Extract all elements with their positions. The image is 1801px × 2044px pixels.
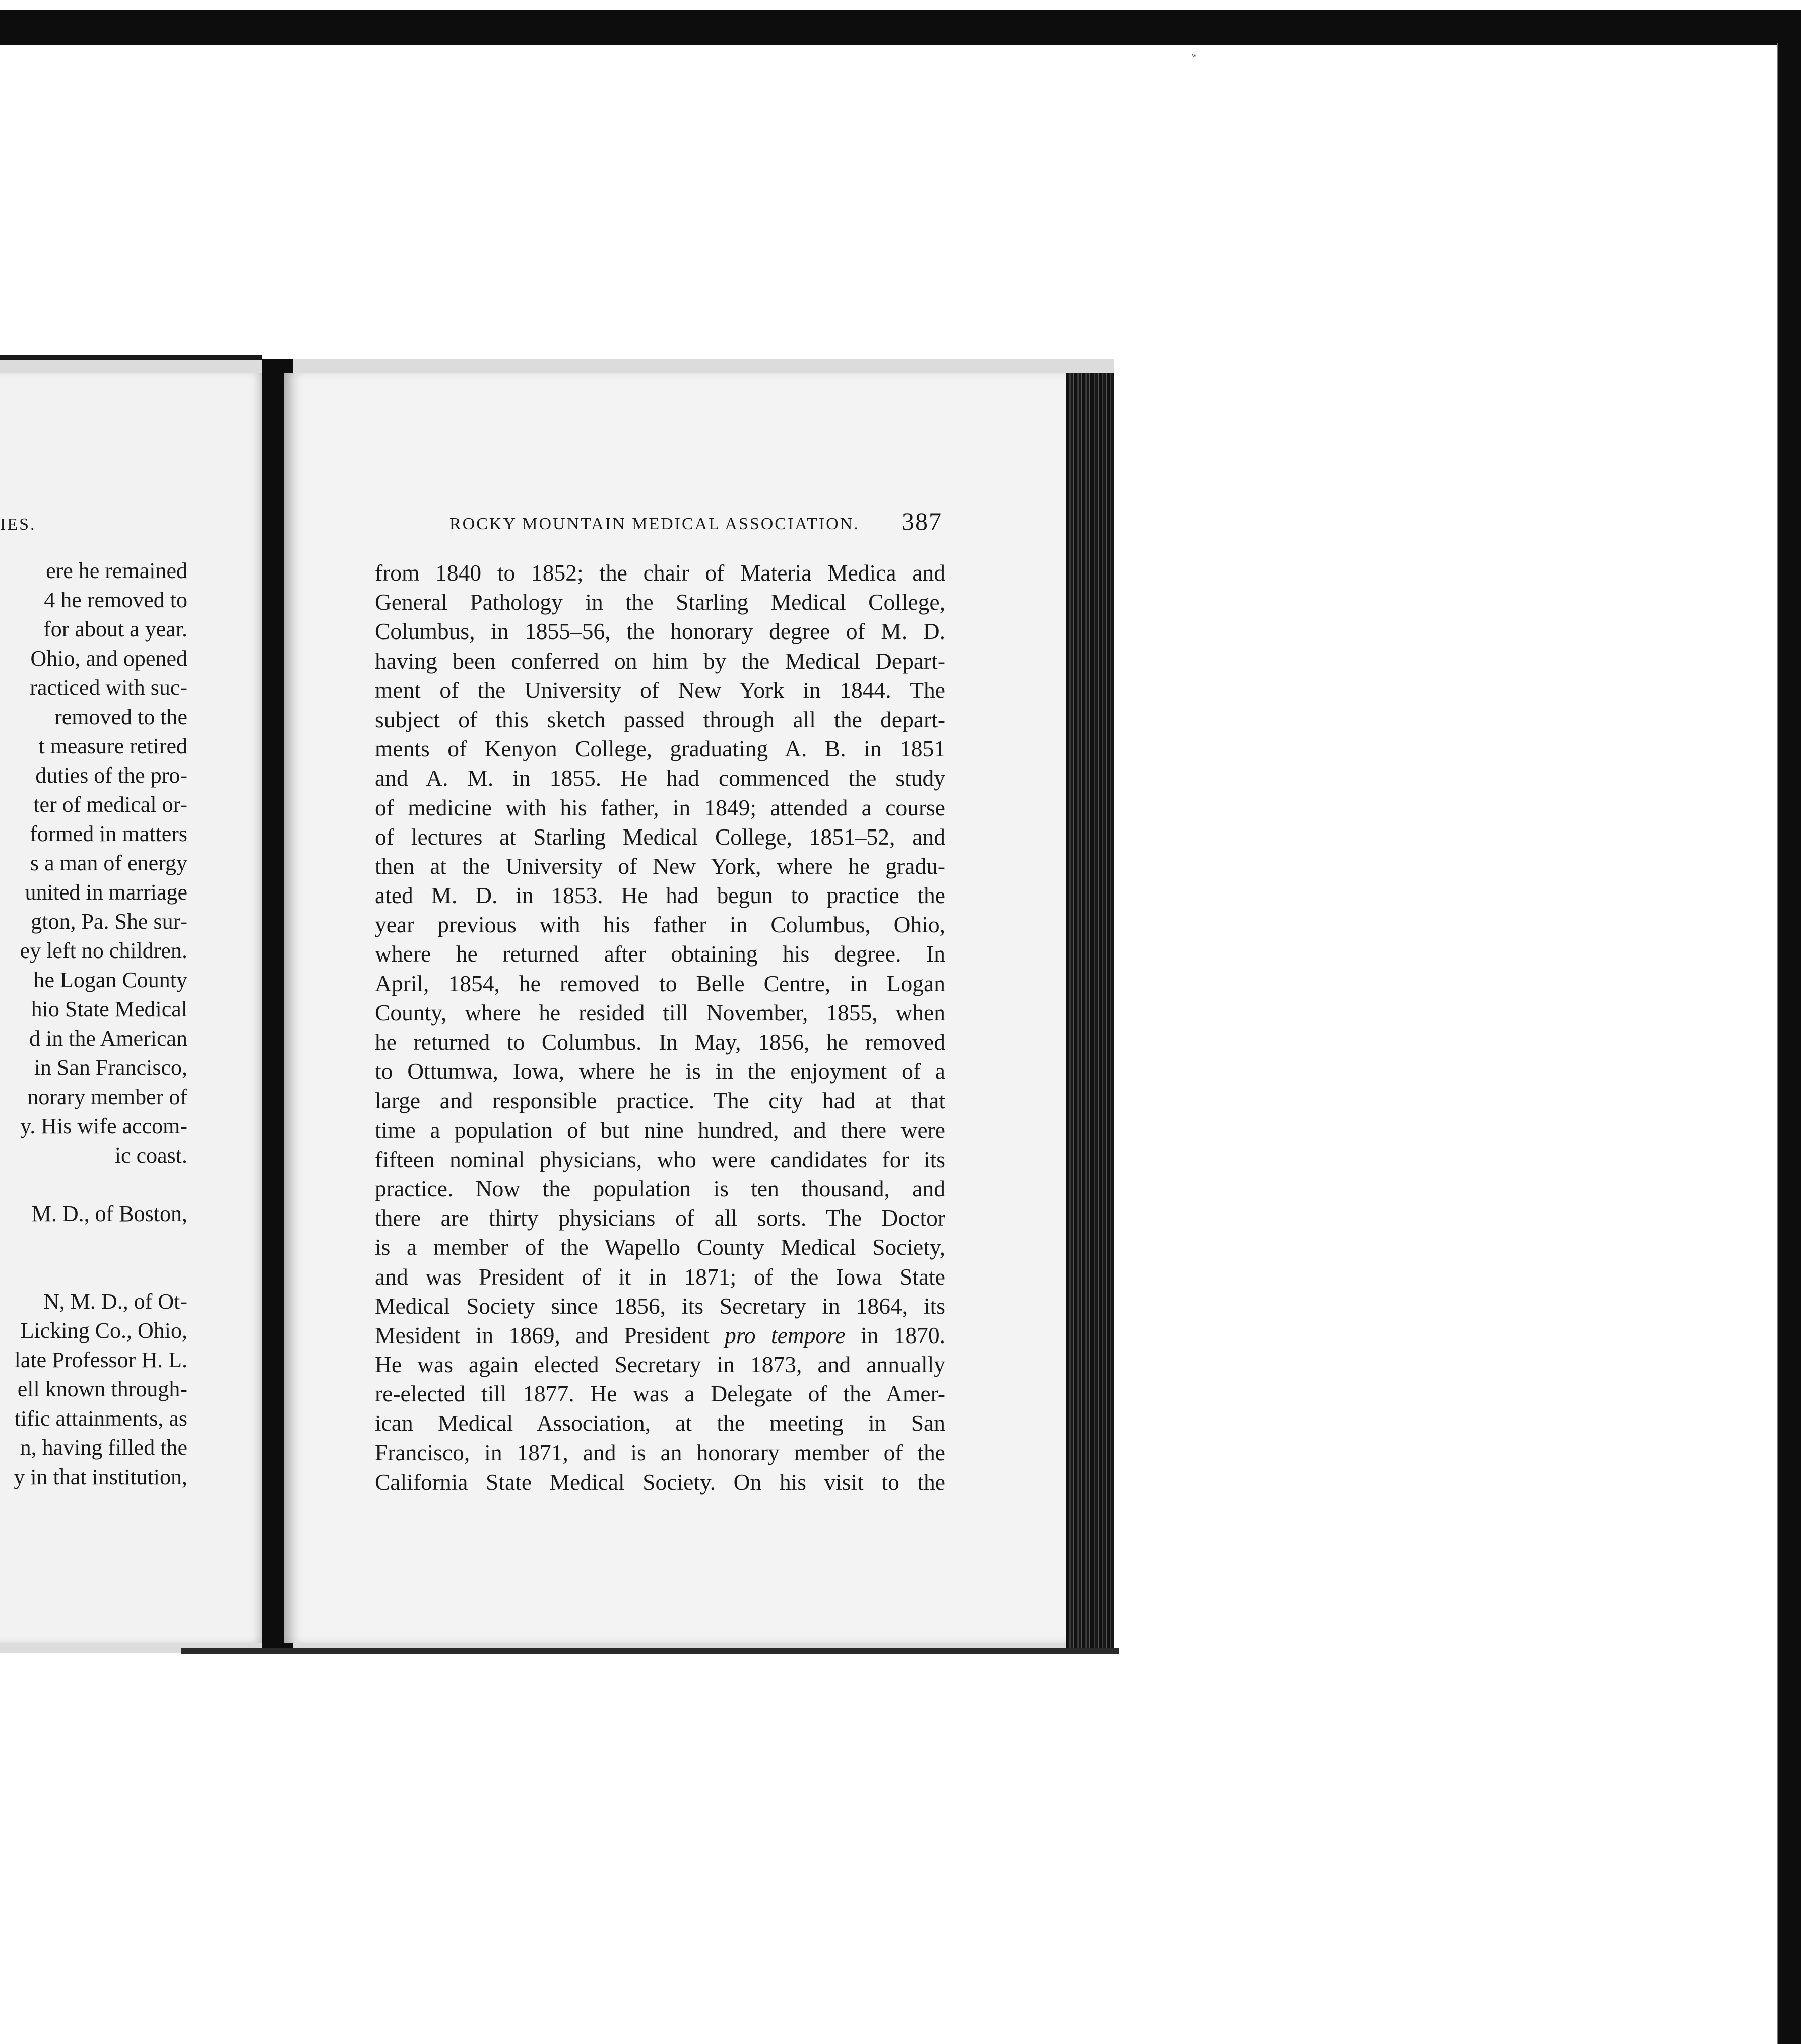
- left-text-line: ter of medical or-: [33, 792, 187, 817]
- text-line: Columbus, in 1855–56, the honorary degree of M. D.: [375, 618, 945, 645]
- text-line: [375, 1321, 945, 1350]
- text-line: ment of the University of New York in 1844. The: [375, 677, 945, 703]
- text-line: Medical Society since 1856, its Secretary in 1864, its: [375, 1293, 945, 1319]
- text-line-part: in 1870.: [845, 1322, 945, 1348]
- left-text-line: hio State Medical: [31, 997, 187, 1021]
- body-text: [375, 558, 945, 1497]
- left-text-line: [0, 1170, 187, 1199]
- text-line: and was President of it in 1871; of the Iowa State: [375, 1263, 945, 1290]
- text-line: and A. M. in 1855. He had commenced the study: [375, 765, 945, 791]
- left-text-line: duties of the pro-: [35, 763, 187, 788]
- left-text-line: n, having filled the: [20, 1435, 187, 1460]
- text-line: year previous with his father in Columbus, Ohio,: [375, 912, 945, 938]
- left-text-line: ell known through-: [17, 1377, 187, 1401]
- scan-speck: ʷ: [1192, 50, 1197, 63]
- left-text-line: [0, 1229, 187, 1258]
- left-text-line: he Logan County: [33, 968, 187, 992]
- left-text-line: united in marriage: [25, 880, 187, 905]
- text-line: County, where he resided till November, 1855, when: [375, 999, 945, 1026]
- text-line: He was again elected Secretary in 1873, and annually: [375, 1352, 945, 1378]
- book-cover-edge-top: [0, 355, 262, 360]
- left-text-line: 4 he removed to: [44, 588, 187, 612]
- text-line: from 1840 to 1852; the chair of Materia Medica and: [375, 560, 945, 586]
- left-text-line: Ohio, and opened: [30, 646, 187, 671]
- text-line: where he returned after obtaining his degree. In: [375, 941, 945, 967]
- page-number: 387: [902, 507, 942, 535]
- text-line: of lectures at Starling Medical College, 1851–52, and: [375, 823, 945, 850]
- text-line: California State Medical Society. On his visit to the: [375, 1468, 945, 1495]
- scan-right-border: [1778, 43, 1801, 2044]
- text-line: ated M. D. in 1853. He had begun to practice the: [375, 882, 945, 909]
- left-text-line: gton, Pa. She sur-: [31, 909, 187, 934]
- text-line: is a member of the Wapello County Medical Society,: [375, 1234, 945, 1260]
- running-head: [373, 509, 942, 539]
- left-text-line: in San Francisco,: [34, 1055, 187, 1080]
- left-running-head: IES.: [0, 515, 36, 534]
- text-line: having been conferred on him by the Medical Depart-: [375, 648, 945, 674]
- left-text-line: t measure retired: [38, 734, 187, 758]
- text-line: then at the University of New York, where he gradu-: [375, 853, 945, 879]
- text-line: practice. Now the population is ten thousand, and: [375, 1175, 945, 1201]
- left-text-line: d in the American: [29, 1026, 187, 1051]
- left-text-line: y in that institution,: [14, 1464, 187, 1489]
- text-line: there are thirty physicians of all sorts. The Doctor: [375, 1205, 945, 1231]
- text-line-part: Mesident in 1869, and President: [375, 1322, 725, 1348]
- running-head-title: ROCKY MOUNTAIN MEDICAL ASSOCIATION.: [449, 515, 860, 533]
- left-page-text: [0, 556, 187, 1492]
- left-text-line: for about a year.: [43, 617, 187, 642]
- left-text-line: removed to the: [54, 705, 187, 729]
- text-line: to Ottumwa, Iowa, where he is in the enjoyment of a: [375, 1058, 945, 1084]
- left-text-line: ey left no children.: [20, 938, 187, 963]
- page-block-edges: [1066, 373, 1114, 1648]
- left-text-line: norary member of: [27, 1084, 187, 1109]
- text-line: large and responsible practice. The city had at that: [375, 1088, 945, 1114]
- left-text-line: ic coast.: [114, 1143, 187, 1168]
- scan-top-border: [0, 10, 1801, 45]
- left-text-line: [0, 1258, 187, 1287]
- text-line: re-elected till 1877. He was a Delegate of the Amer-: [375, 1381, 945, 1407]
- text-line: time a population of but nine hundred, and there were: [375, 1117, 945, 1143]
- text-line: fifteen nominal physicians, who were candidates for its: [375, 1146, 945, 1172]
- left-text-line: Licking Co., Ohio,: [20, 1318, 187, 1343]
- text-line: April, 1854, he removed to Belle Centre, in Logan: [375, 970, 945, 996]
- text-line: ican Medical Association, at the meeting in San: [375, 1410, 945, 1436]
- left-text-line: tific attainments, as: [14, 1406, 187, 1431]
- left-text-line: N, M. D., of Ot-: [43, 1289, 187, 1314]
- text-line: of medicine with his father, in 1849; attended a course: [375, 794, 945, 820]
- text-line: General Pathology in the Starling Medical College,: [375, 589, 945, 615]
- left-text-line: ere he remained: [46, 558, 187, 583]
- text-line: ments of Kenyon College, graduating A. B. in 1851: [375, 736, 945, 762]
- left-text-line: racticed with suc-: [30, 675, 187, 700]
- left-text-line: s a man of energy: [30, 851, 187, 875]
- left-page: [0, 373, 266, 1643]
- book-cover-edge-bottom: [181, 1648, 1119, 1654]
- left-text-line: M. D., of Boston,: [31, 1201, 187, 1226]
- italic-phrase: pro tempore: [725, 1322, 846, 1348]
- text-line: Francisco, in 1871, and is an honorary member of the: [375, 1439, 945, 1465]
- left-text-line: y. His wife accom-: [20, 1114, 187, 1138]
- text-line: he returned to Columbus. In May, 1856, he removed: [375, 1029, 945, 1055]
- left-text-line: formed in matters: [30, 821, 187, 846]
- left-text-line: late Professor H. L.: [14, 1348, 187, 1372]
- text-line: subject of this sketch passed through all the depart-: [375, 706, 945, 732]
